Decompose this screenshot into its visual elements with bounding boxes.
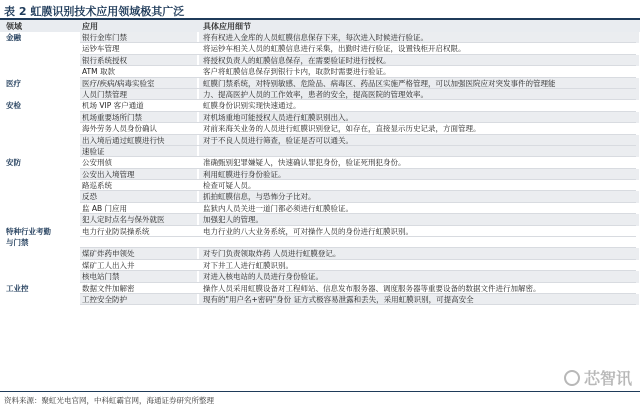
row-application: 犯人定时点名与保外就医	[80, 214, 197, 225]
row-application: 数据文件加解密	[82, 283, 135, 293]
table-row	[0, 283, 640, 294]
row-domain: 与门禁	[6, 238, 29, 248]
row-detail: 操作人员采用虹膜设备对工程师站、信息发布服务器、调度服务器等重要设备的数据文件进行加解密。	[203, 283, 541, 293]
row-application: 煤矿工人出入井	[82, 260, 135, 270]
row-domain: 医疗	[6, 78, 21, 88]
row-detail: 对机场重地可能授权人员进行虹膜识别出入。	[199, 112, 639, 123]
row-application: 反恐	[80, 191, 197, 202]
row-detail: 加强犯人的管理。	[199, 214, 639, 225]
row-application: 核电站门禁	[80, 271, 197, 282]
table-row	[0, 146, 640, 157]
row-detail: 将授权负责人的虹膜信息保存，在需要验证时进行授权。	[199, 55, 639, 66]
row-application: 机场 VIP 客户通道	[82, 101, 144, 111]
row-detail: 对专门负责领取炸药 人员进行虹膜登记。	[199, 248, 639, 259]
row-detail: 对于不良人员进行筛查，验证是否可以通关。	[199, 135, 639, 146]
table-row	[0, 78, 640, 89]
header-domain: 领域	[6, 22, 22, 31]
row-application: 速验证	[80, 146, 197, 157]
row-detail: 现有的"用户名+密码"身份 证方式极容易泄露和丢失，采用虹膜识别，可提高安全	[199, 294, 639, 305]
table-row	[0, 100, 640, 111]
row-domain: 安防	[6, 158, 21, 168]
row-divider	[80, 304, 636, 305]
row-detail: 抓拍虹膜信息，与恐怖分子比对。	[199, 191, 639, 202]
table-row	[0, 237, 640, 248]
table-row	[0, 169, 640, 180]
watermark-logo-icon	[564, 370, 580, 386]
bottom-rule	[0, 391, 640, 392]
row-application: 工控安全防护	[80, 294, 197, 305]
row-application: 银行系统授权	[80, 55, 197, 66]
row-detail: 检查可疑人员。	[203, 181, 256, 191]
table-row	[0, 43, 640, 54]
header-application: 应用	[82, 22, 98, 31]
watermark-text: 芯智讯	[583, 369, 632, 388]
table-row	[0, 157, 640, 168]
row-application: 监 AB 门应用	[82, 203, 128, 213]
row-application: 运钞车管理	[82, 44, 120, 54]
row-detail: 电力行业的八大业务系统，可对操作人员的身份进行虹膜识别。	[203, 226, 413, 236]
row-application: 出入境后通过虹膜进行快	[80, 135, 197, 146]
table-row	[0, 180, 640, 191]
table-row	[0, 271, 640, 282]
table-row	[0, 112, 640, 123]
row-application: 医疗/疾病/病毒实验室	[80, 78, 197, 89]
row-application: 路巡系统	[82, 181, 112, 191]
row-application: 公安出入境管理	[80, 169, 197, 180]
table-row	[0, 260, 640, 271]
row-detail: 准确甄别犯罪嫌疑人，快速确认罪犯身份，验证死刑犯身份。	[203, 158, 406, 168]
table-row	[0, 66, 640, 77]
table-row	[0, 248, 640, 259]
table-header	[0, 20, 640, 32]
row-detail: 利用虹膜进行身份验证。	[199, 169, 639, 180]
table-row	[0, 89, 640, 100]
row-application: 公安刑侦	[82, 158, 112, 168]
table-row	[0, 226, 640, 237]
row-detail: 将有权进入金库的人员虹膜信息保存下来，每次进入时候进行验证。	[199, 32, 639, 43]
header-detail: 具体应用细节	[203, 22, 251, 31]
row-domain: 安检	[6, 101, 21, 111]
row-detail: 对进入核电站的人员进行身份验证。	[199, 271, 639, 282]
watermark	[564, 366, 632, 389]
source-note: 资料来源：聚虹光电官网，中科虹霸官网，海通证券研究所整理	[4, 396, 214, 405]
row-domain: 特种行业考勤	[6, 226, 51, 236]
table-title: 表 2 虹膜识别技术应用领域极其广泛	[4, 5, 185, 18]
table-row	[0, 55, 640, 66]
table-row	[0, 191, 640, 202]
row-detail: 将运钞车相关人员的虹膜信息进行采集，出勤时进行验证，设置钱柜开启权限。	[203, 44, 466, 54]
table-row	[0, 294, 640, 305]
row-application: 电力行业防误操系统	[82, 226, 150, 236]
table-row	[0, 32, 640, 43]
row-application: 人员门禁管理	[80, 89, 197, 100]
row-detail: 力、提高医护人员的工作效率，患者的安全，提高医院的管理效率。	[199, 89, 639, 100]
table-body	[0, 32, 640, 305]
table-row	[0, 123, 640, 134]
row-detail: 监狱内人员关进一道门都必须进行虹膜验证。	[203, 203, 353, 213]
row-detail: 对前来海关业务的人员进行虹膜识别登记，如存在，直接显示历史记录，方面管理。	[203, 124, 481, 134]
row-domain: 金融	[6, 33, 21, 42]
row-application: 海外劳务人员身份确认	[82, 124, 157, 134]
row-detail: 虹膜门禁系统，对特别敏感、危险品、病毒区、药品区实施严格管理，可以加强医院应对突发事件的管理能	[199, 78, 639, 89]
row-application: ATM 取款	[82, 67, 115, 77]
row-domain: 工业控	[6, 283, 29, 293]
row-detail: 客户将虹膜信息保存到银行卡内，取款时需要进行验证。	[203, 67, 391, 77]
table-row	[0, 214, 640, 225]
row-application: 机场重要场所门禁	[80, 112, 197, 123]
table-row	[0, 135, 640, 146]
row-detail: 虹膜身份识别实现快速通过。	[203, 101, 301, 111]
row-application: 银行金库门禁	[80, 32, 197, 43]
row-detail: 对下井工人进行虹膜识别。	[203, 260, 293, 270]
table-row	[0, 203, 640, 214]
row-application: 煤矿炸药申领处	[80, 248, 197, 259]
